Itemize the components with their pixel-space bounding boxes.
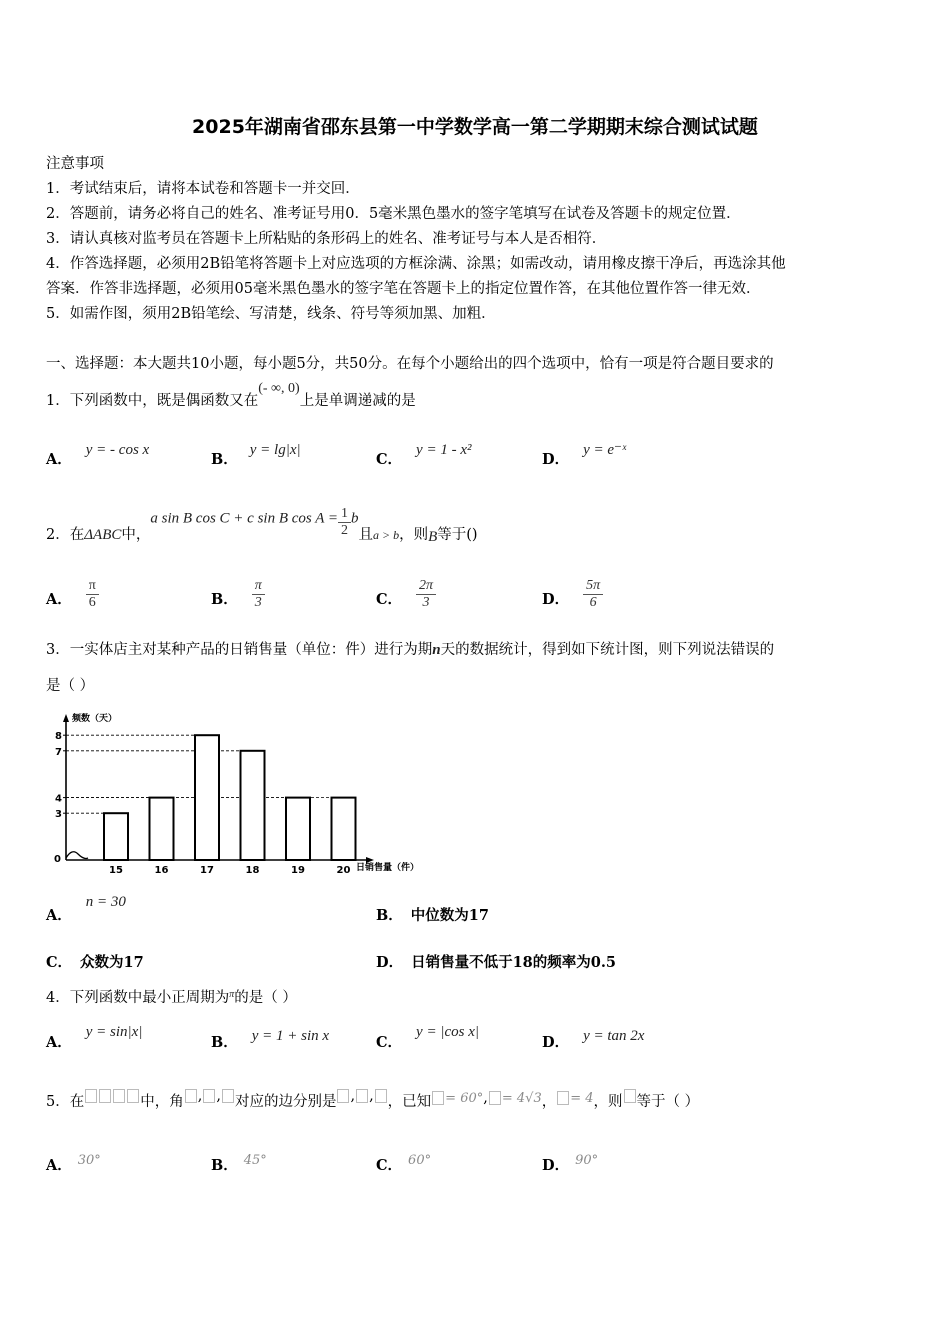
condition: a > b: [372, 527, 400, 542]
given-angle: = 60°: [445, 1091, 484, 1106]
y-tick-label: 3: [55, 809, 62, 821]
option-expr: y = tan 2x: [583, 1028, 645, 1044]
interval-expr: (- ∞, 0): [258, 381, 300, 396]
q1-option-b[interactable]: B．y = lg|x|: [211, 442, 301, 468]
given-side: = 4: [570, 1091, 594, 1106]
chart-y-label: 频数（天）: [72, 714, 118, 724]
q3-option-b[interactable]: B． 中位数为17: [376, 907, 489, 924]
notes-item: 4．作答选择题，必须用2B铅笔将答题卡上对应选项的方框涂满、涂黑；如需改动，请用橡皮擦干净后，再选涂其他: [46, 256, 786, 272]
question-3: 3．一实体店主对某种产品的日销售量（单位：件）进行为期n天的数据统计，得到如下统计图，则下列说法错误的: [46, 642, 775, 658]
bar: [150, 798, 174, 860]
x-tick-label: 20: [336, 865, 351, 876]
question-3-cont: 是（ ）: [46, 678, 95, 694]
option-expr: y = lg|x|: [249, 442, 301, 458]
option-expr: y = |cos x|: [416, 1024, 479, 1040]
question-number: 2．: [46, 526, 70, 543]
section-heading: 一、选择题：本大题共10小题，每小题5分，共50分。在每个小题给出的四个选项中，恰有一项是符合题目要求的: [46, 356, 774, 372]
question-number: 5．: [46, 1094, 70, 1110]
y-tick-label: 4: [55, 793, 62, 805]
missing-glyph-group: [84, 1088, 140, 1104]
q2-option-a[interactable]: A． $\frac{\pi}{6}$: [46, 578, 99, 611]
q3-option-d[interactable]: D． 日销售量不低于18的频率为0.5: [376, 954, 616, 971]
question-number: 4．: [46, 990, 70, 1006]
question-text: 下列函数中，既是偶函数又在: [69, 393, 259, 409]
q4-option-d[interactable]: D． y = tan 2x: [542, 1028, 645, 1051]
notes-item: 2．答题前，请务必将自己的姓名、准考证号用0．5毫米黑色墨水的签字笔填写在试卷及答题卡的规定位置．: [46, 206, 741, 222]
question-4: 4．下列函数中最小正周期为$^\pi$的是（ ）: [46, 989, 297, 1006]
bar: [241, 751, 265, 860]
notes-item: 答案．作答非选择题，必须用05毫米黑色墨水的签字笔在答题卡上的指定位置作答，在其他位置作答一律无效．: [46, 281, 761, 297]
notes-heading: 注意事项: [46, 156, 104, 172]
q2-option-b[interactable]: B． $\frac{\pi}{3}$: [211, 578, 265, 611]
x-tick-label: 16: [154, 865, 169, 876]
q5-option-a[interactable]: A． 30°: [46, 1153, 101, 1174]
y-tick-label: 0: [54, 854, 61, 865]
chart-x-ticks: [109, 865, 350, 876]
option-expr: y = - cos x: [85, 442, 150, 458]
q4-option-c[interactable]: C．y = |cos x|: [376, 1024, 479, 1051]
option-expr: y = sin|x|: [85, 1024, 143, 1040]
option-expr: y = 1 + sin x: [251, 1028, 330, 1044]
option-expr: y = e⁻ˣ: [583, 442, 627, 458]
x-tick-label: 17: [200, 865, 214, 876]
q5-option-b[interactable]: B． 45°: [211, 1153, 267, 1174]
question-number: 3．: [46, 642, 70, 658]
notes-item: 5．如需作图，须用2B铅笔绘、写清楚，线条、符号等须加黑、加粗．: [46, 306, 496, 322]
given-side: = 4√3: [501, 1091, 542, 1106]
q5-option-c[interactable]: C． 60°: [376, 1153, 432, 1174]
x-tick-label: 19: [291, 865, 305, 876]
q1-option-d[interactable]: D．y = e⁻ˣ: [542, 442, 627, 468]
bar: [332, 798, 356, 860]
q4-option-b[interactable]: B． y = 1 + sin x: [211, 1028, 330, 1051]
notes-item: 3．请认真核对监考员在答题卡上所粘贴的条形码上的姓名、准考证号与本人是否相符．: [46, 231, 607, 247]
option-expr: n = 30: [85, 894, 126, 910]
q3-option-a[interactable]: A．n = 30: [46, 894, 126, 924]
x-tick-label: 18: [245, 865, 260, 876]
bar: [195, 735, 219, 860]
missing-glyph-group: , ,: [336, 1088, 387, 1104]
question-5: 5．在 中，角 , , 对应的边分别是 , , ，已知 = 60°, = 4√3， = 4，则 等于（ ）: [46, 1088, 700, 1110]
missing-glyph-group: , ,: [184, 1088, 235, 1104]
frequency-bar-chart: [46, 706, 436, 878]
bar: [286, 798, 310, 860]
bar: [104, 813, 128, 860]
y-axis-arrow: [63, 714, 69, 722]
triangle-name: ΔABC: [84, 526, 122, 543]
q5-option-d[interactable]: D． 90°: [542, 1153, 599, 1174]
chart-y-ticks: [54, 731, 66, 865]
q1-option-c[interactable]: C．y = 1 - x²: [376, 442, 472, 468]
question-1: [46, 381, 416, 410]
q1-option-a[interactable]: A．y = - cos x: [46, 442, 150, 468]
question-2: 2．在ΔABC中，a sin B cos C + c sin B cos A = $\frac{1}{2}$ b且$_{a > b}$，则B等于(): [46, 506, 478, 545]
q2-option-c[interactable]: C． $\frac{2\pi}{3}$: [376, 578, 436, 611]
fraction-half: $\frac{1}{2}$: [338, 506, 351, 539]
y-tick-label: 7: [55, 746, 62, 758]
axis-break-mark: [66, 852, 88, 859]
x-tick-label: 15: [109, 865, 123, 876]
q3-option-c[interactable]: C． 众数为17: [46, 954, 144, 971]
chart-x-label: 日销售量（件）: [356, 863, 420, 873]
page-title: 2025年湖南省邵东县第一中学数学高一第二学期期末综合测试试题: [192, 116, 758, 138]
equation: a sin B cos C + c sin B cos A =: [150, 510, 338, 527]
notes-item: 1．考试结束后，请将本试卷和答题卡一并交回．: [46, 181, 360, 197]
y-tick-label: 8: [55, 731, 62, 743]
q4-option-a[interactable]: A．y = sin|x|: [46, 1024, 143, 1051]
question-text: 上是单调递减的是: [299, 393, 416, 409]
q2-option-d[interactable]: D． $\frac{5\pi}{6}$: [542, 578, 603, 611]
option-expr: y = 1 - x²: [416, 442, 472, 458]
question-number: 1．: [46, 393, 70, 409]
